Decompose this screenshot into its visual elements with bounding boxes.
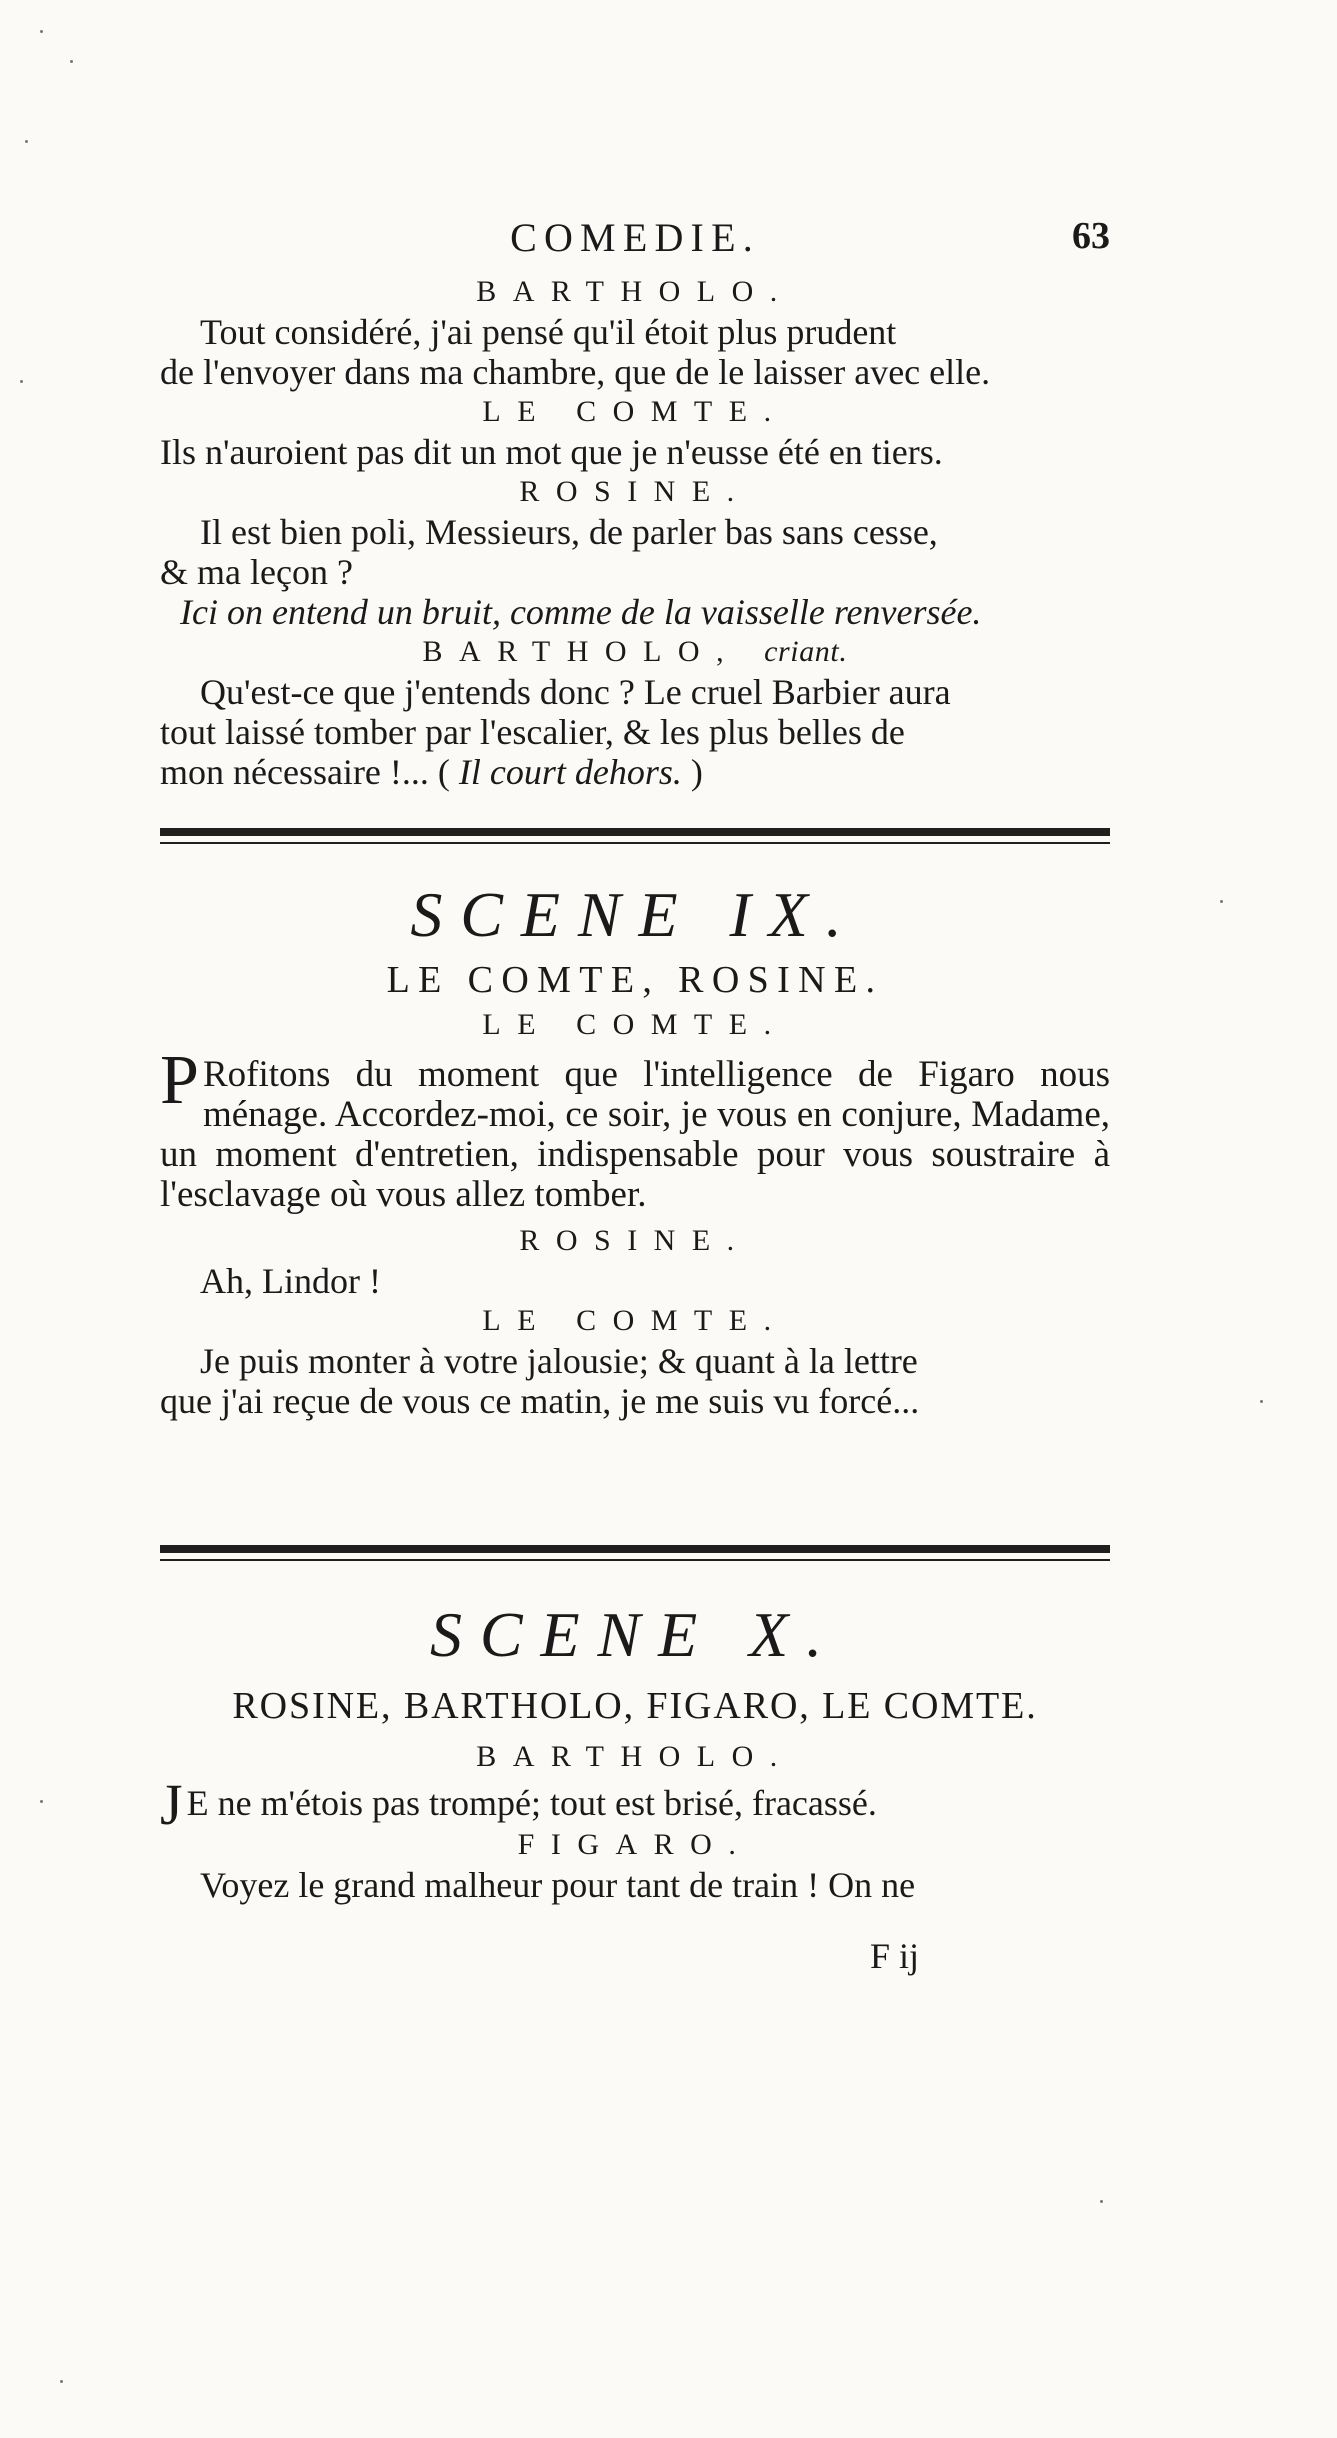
paper-speck: [60, 2380, 63, 2383]
scene-8-text: [160, 272, 1110, 792]
section-divider: [160, 1545, 1110, 1561]
section-divider: [160, 828, 1110, 844]
scene-title: SCENE X.: [429, 1599, 841, 1670]
dialogue-line: tout laissé tomber par l'escalier, & les plus belles de: [160, 712, 905, 752]
scene-10: [160, 1595, 1110, 1905]
speaker-name: ROSINE.: [519, 1224, 751, 1257]
scene-9: [160, 875, 1110, 1421]
speaker-name: ROSINE.: [519, 475, 751, 508]
dialogue-line: Ils n'auroient pas dit un mot que je n'eusse été en tiers.: [160, 432, 943, 472]
dialogue-line: que j'ai reçue de vous ce matin, je me suis vu forcé...: [160, 1381, 920, 1421]
paper-speck: [40, 30, 43, 33]
speaker-with-direction: [160, 632, 1110, 672]
running-head: COMEDIE.: [510, 215, 760, 260]
paper-speck: [20, 380, 23, 383]
dialogue-text: E ne m'étois pas trompé; tout est brisé, fracassé.: [186, 1783, 877, 1823]
dialogue-line: Tout considéré, j'ai pensé qu'il étoit plus prudent: [200, 312, 897, 352]
speaker-name: BARTHOLO,: [422, 635, 741, 668]
scene-cast: ROSINE, BARTHOLO, FIGARO, LE COMTE.: [232, 1685, 1038, 1727]
dialogue-line: Voyez le grand malheur pour tant de train ! On ne: [200, 1865, 916, 1905]
drop-cap: P: [160, 1042, 199, 1119]
paper-speck: [1100, 2200, 1103, 2203]
paper-speck: [1260, 1400, 1263, 1403]
dialogue-line: Il est bien poli, Messieurs, de parler bas sans cesse,: [200, 512, 938, 552]
paper-speck: [25, 140, 28, 143]
stage-direction: Ici on entend un bruit, comme de la vaisselle renversée.: [180, 592, 982, 632]
page-header: [160, 214, 1110, 264]
paragraph-text: Rofitons du moment que l'intelligence de Figaro nous ménage. Accordez-moi, ce soir, je vous en conjure, Madame, un moment d'entretien, indispensable pour vous soustraire à l'esclavage où vous allez tomber.: [160, 1054, 1110, 1215]
scene-title: SCENE IX.: [410, 879, 860, 950]
speaker-name: LE COMTE.: [482, 1304, 788, 1337]
drop-cap: J: [160, 1772, 183, 1837]
speaker-name: FIGARO.: [517, 1828, 753, 1861]
dialogue-line-with-direction: [160, 752, 1110, 792]
dialogue-paragraph: [160, 1042, 1110, 1215]
paper-speck: [70, 60, 73, 63]
scene-cast: LE COMTE, ROSINE.: [386, 959, 884, 1001]
dialogue-line: de l'envoyer dans ma chambre, que de le laisser avec elle.: [160, 352, 991, 392]
speaker-name: LE COMTE.: [482, 395, 788, 428]
stage-direction: Il court dehors.: [458, 752, 682, 792]
dialogue-line-with-dropcap: [160, 1772, 1110, 1837]
speaker-name: BARTHOLO.: [476, 1740, 794, 1773]
dialogue-line: & ma leçon ?: [160, 552, 353, 592]
stage-direction: criant.: [764, 635, 848, 668]
dialogue-text: mon nécessaire !... (: [160, 752, 450, 792]
page-number: 63: [1072, 215, 1110, 257]
signature-mark: F ij: [870, 1936, 920, 1976]
dialogue-line: Qu'est-ce que j'entends donc ? Le cruel Barbier aura: [200, 672, 951, 712]
dialogue-line: Ah, Lindor !: [200, 1261, 381, 1301]
speaker-name: LE COMTE.: [482, 1008, 788, 1041]
speaker-name: BARTHOLO.: [476, 275, 794, 308]
dialogue-line: Je puis monter à votre jalousie; & quant à la lettre: [200, 1341, 918, 1381]
paper-speck: [40, 1800, 43, 1803]
closing-paren: ): [690, 752, 703, 792]
paper-speck: [1220, 900, 1223, 903]
